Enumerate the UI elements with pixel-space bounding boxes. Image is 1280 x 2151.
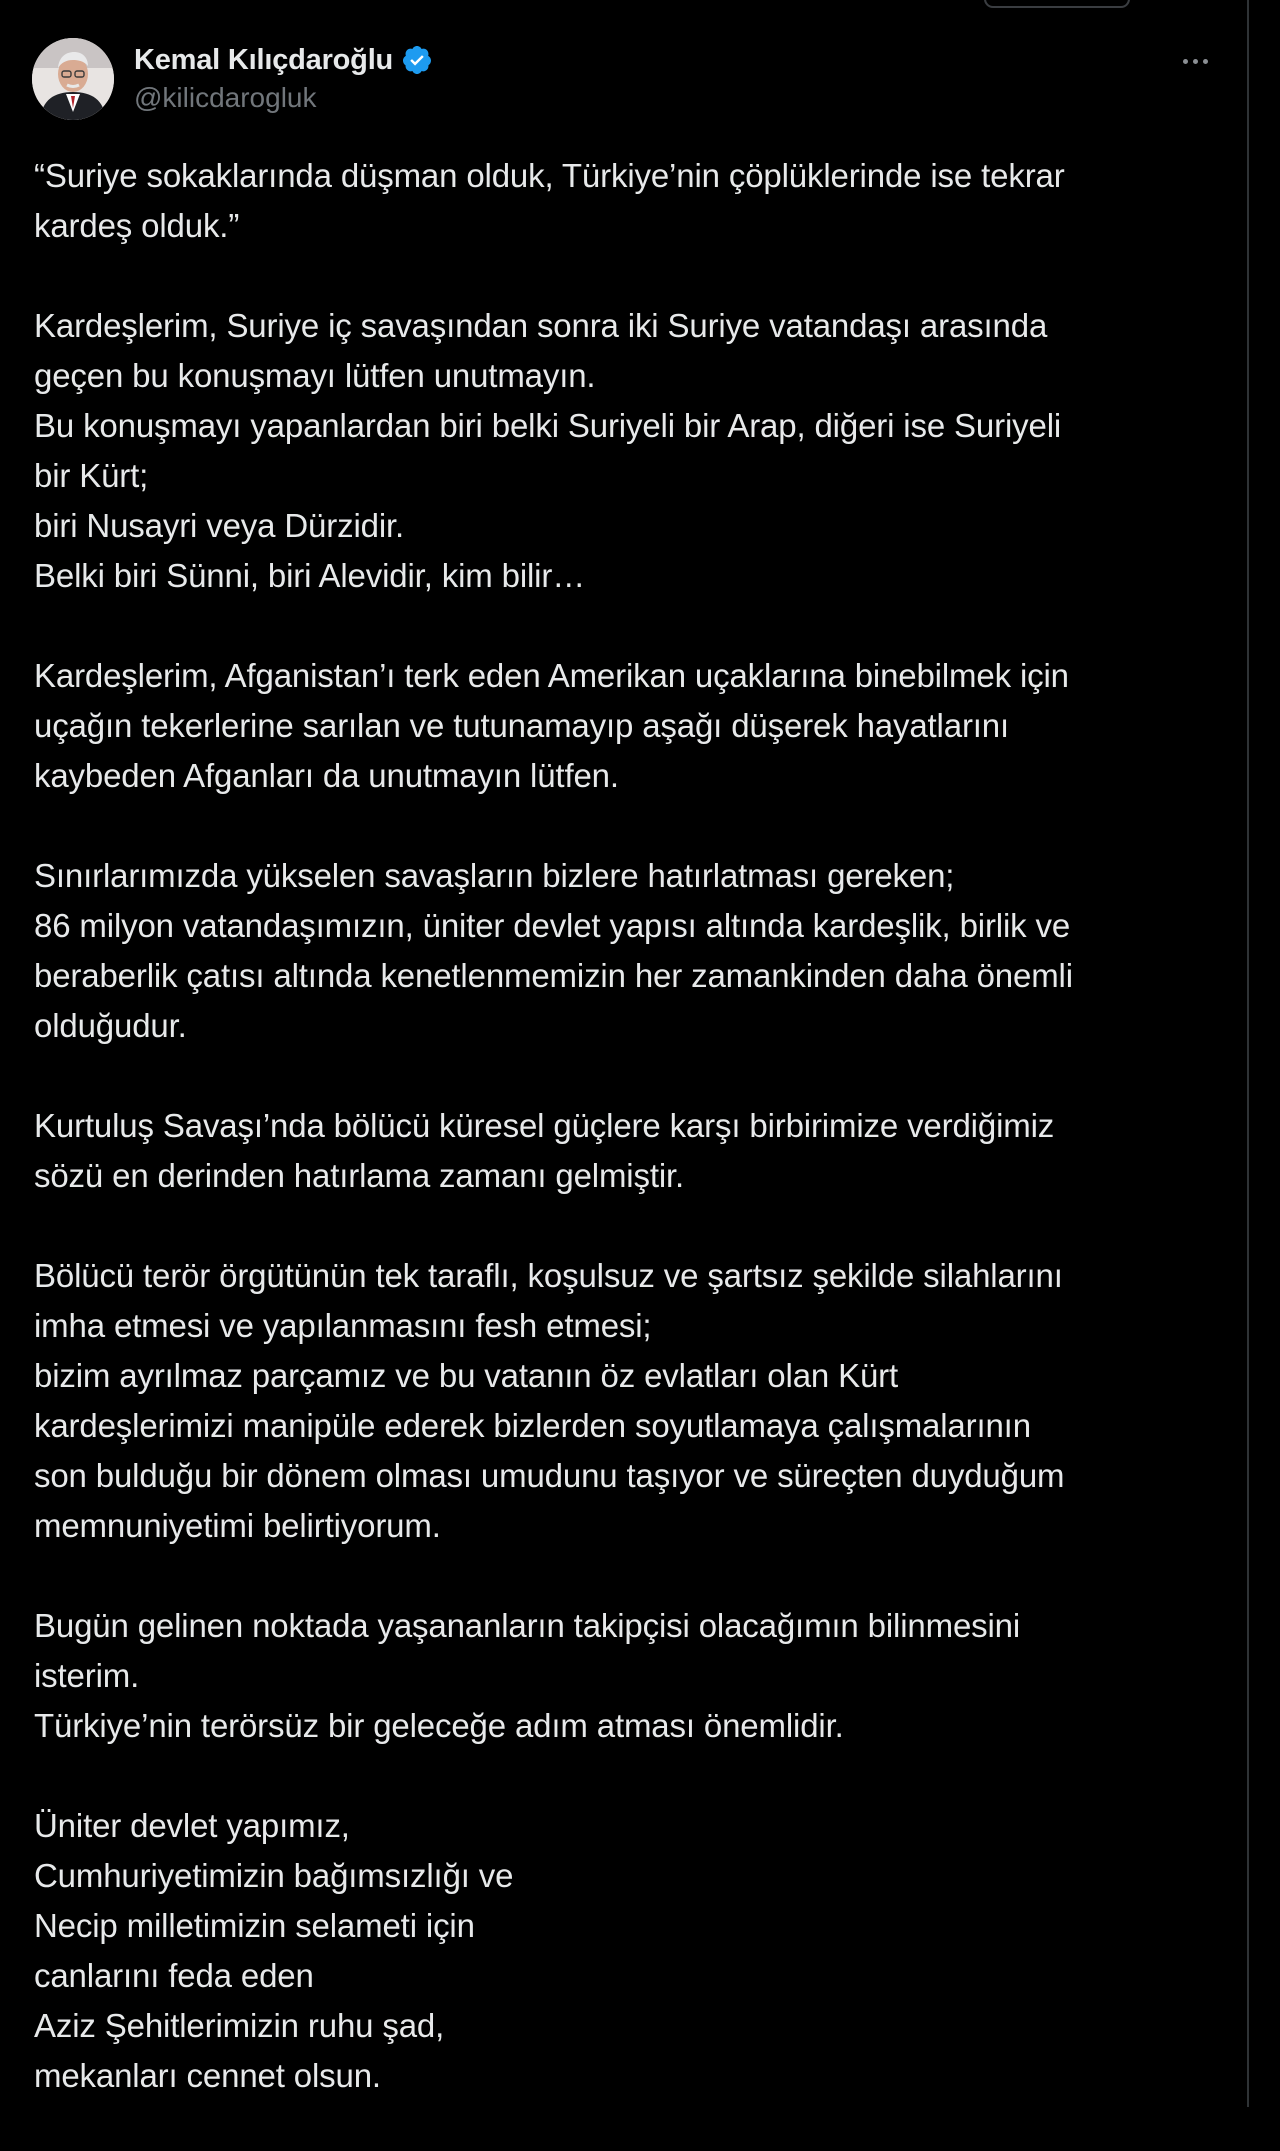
tweet-paragraph <box>34 851 1214 1051</box>
tweet-text-line: imha etmesi ve yapılanmasını fesh etmesi; <box>34 1307 652 1344</box>
tweet-text-line: beraberlik çatısı altında kenetlenmemizin her zamankinden daha önemli <box>34 957 1073 994</box>
tweet-paragraph <box>34 1601 1214 1751</box>
name-row <box>134 42 433 78</box>
avatar-image <box>32 38 114 120</box>
tweet-text-line: geçen bu konuşmayı lütfen unutmayın. <box>34 357 596 394</box>
more-dot <box>1203 59 1208 64</box>
tweet-text-line: Üniter devlet yapımız, <box>34 1807 350 1844</box>
tweet-paragraph <box>34 151 1214 251</box>
tweet-paragraph <box>34 651 1214 801</box>
author-handle[interactable]: @kilicdarogluk <box>134 82 317 113</box>
tweet-text-line: Türkiye’nin terörsüz bir geleceğe adım atması önemlidir. <box>34 1707 844 1744</box>
tweet-text-line: Necip milletimizin selameti için <box>34 1907 475 1944</box>
tweet-text-line: olduğudur. <box>34 1007 187 1044</box>
tweet-text <box>34 151 1214 2151</box>
more-dot <box>1193 59 1198 64</box>
tweet-text-line: memnuniyetimi belirtiyorum. <box>34 1507 441 1544</box>
tweet-text-line: Bölücü terör örgütünün tek taraflı, koşulsuz ve şartsız şekilde silahlarını <box>34 1257 1063 1294</box>
tweet-paragraph <box>34 1801 1214 2101</box>
tweet-text-line: Bugün gelinen noktada yaşananların takipçisi olacağımın bilinmesini <box>34 1607 1021 1644</box>
tweet-text-line: kardeşlerimizi manipüle ederek bizlerden soyutlamaya çalışmalarının <box>34 1407 1031 1444</box>
tweet-text-line: bizim ayrılmaz parçamız ve bu vatanın öz evlatları olan Kürt <box>34 1357 899 1394</box>
tweet-text-line: Kurtuluş Savaşı’nda bölücü küresel güçlere karşı birbirimize verdiğimiz <box>34 1107 1055 1144</box>
tweet-text-line: 86 milyon vatandaşımızın, üniter devlet yapısı altında kardeşlik, birlik ve <box>34 907 1071 944</box>
tweet-header <box>32 38 1217 122</box>
tweet-text-line: Sınırlarımızda yükselen savaşların bizlere hatırlatması gereken; <box>34 857 955 894</box>
tweet-text-line: isterim. <box>34 1657 140 1694</box>
tweet-text-line: Cumhuriyetimizin bağımsızlığı ve <box>34 1857 514 1894</box>
tweet-text-line: Belki biri Sünni, biri Alevidir, kim bilir… <box>34 557 586 594</box>
verified-badge-icon[interactable] <box>401 44 433 76</box>
author-display-name[interactable]: Kemal Kılıçdaroğlu <box>134 43 394 76</box>
tweet-text-line: son bulduğu bir dönem olması umudunu taşıyor ve süreçten duyduğum <box>34 1457 1065 1494</box>
tweet-text-line: canlarını feda eden <box>34 1957 314 1994</box>
tweet-text-line: Kardeşlerim, Afganistan’ı terk eden Amerikan uçaklarına binebilmek için <box>34 657 1069 694</box>
tweet-text-line: Bu konuşmayı yapanlardan biri belki Suriyeli bir Arap, diğeri ise Suriyeli <box>34 407 1062 444</box>
tweet-text-line: bir Kürt; <box>34 457 149 494</box>
tweet-text-line: kardeş olduk.” <box>34 207 240 244</box>
author-names <box>134 42 433 114</box>
tweet-paragraph <box>34 301 1214 601</box>
tweet-text-line: biri Nusayri veya Dürzidir. <box>34 507 405 544</box>
tweet-text-line: Aziz Şehitlerimizin ruhu şad, <box>34 2007 445 2044</box>
tweet-paragraph <box>34 1101 1214 1201</box>
tweet-text-line: uçağın tekerlerine sarılan ve tutunamayıp aşağı düşerek hayatlarını <box>34 707 1010 744</box>
tweet-text-line: sözü en derinden hatırlama zamanı gelmiştir. <box>34 1157 685 1194</box>
avatar[interactable] <box>32 38 114 120</box>
tweet-paragraph <box>34 1251 1214 1551</box>
tweet-text-line: “Suriye sokaklarında düşman olduk, Türkiye’nin çöplüklerinde ise tekrar <box>34 157 1065 194</box>
tweet-text-line: mekanları cennet olsun. <box>34 2057 381 2094</box>
column-divider <box>1247 0 1249 2107</box>
more-horizontal-icon[interactable] <box>1173 46 1217 76</box>
tweet-text-line: Kardeşlerim, Suriye iç savaşından sonra iki Suriye vatandaşı arasında <box>34 307 1048 344</box>
more-dot <box>1183 59 1188 64</box>
tweet-text-line: kaybeden Afganları da unutmayın lütfen. <box>34 757 619 794</box>
